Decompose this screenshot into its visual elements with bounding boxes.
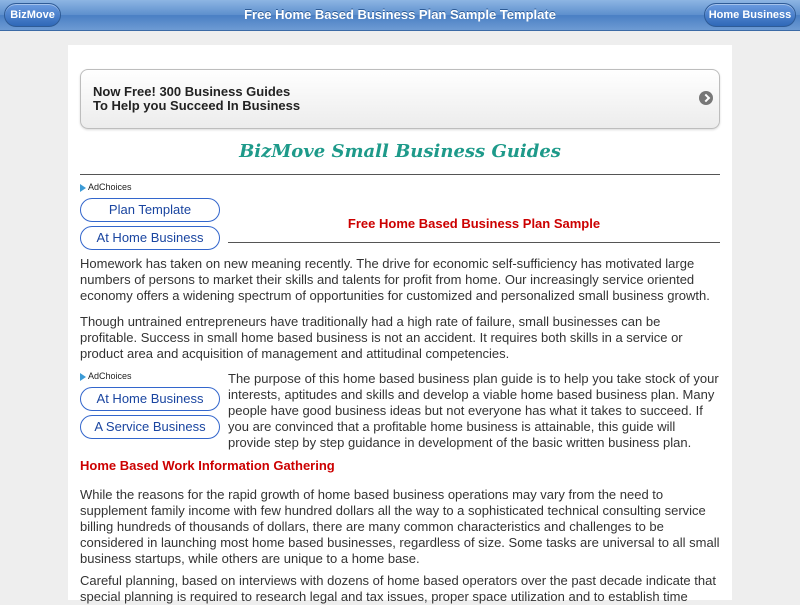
chevron-right-circle-icon[interactable]	[699, 91, 713, 105]
paragraph-purpose: The purpose of this home based business plan guide is to help you take stock of your interests, aptitudes and skills and develop a viable home based business plan. Many people have good business ideas but not everyone has what it takes to succeed. If you are convinced that a profitable home business is attainable, this guide will provide step by step guidance in development of the basic written business plan.	[228, 371, 719, 450]
adchoices-text: AdChoices	[88, 371, 132, 381]
ad-link-a-service-business[interactable]: A Service Business	[80, 415, 220, 439]
adchoices-text: AdChoices	[88, 182, 132, 192]
promo-line-1: Now Free! 300 Business Guides	[93, 84, 291, 99]
bizmove-home-button[interactable]: BizMove	[4, 3, 61, 27]
content-area	[68, 45, 732, 604]
adchoices-icon	[80, 373, 86, 381]
page-heading: Free Home Based Business Plan Sample	[347, 216, 601, 231]
ad-link-plan-template[interactable]: Plan Template	[80, 198, 220, 222]
adchoices-label[interactable]	[80, 371, 132, 381]
paragraph-intro: Homework has taken on new meaning recently. The drive for economic self-sufficiency has motivated large numbers of persons to market their skills and talents for profit from home. Our increasingly service oriented economy offers a widening spectrum of opportunities for customized and personalized small business growth.	[80, 256, 710, 303]
promo-line-2: To Help you Succeed In Business	[93, 98, 301, 113]
divider	[228, 242, 720, 243]
adchoices-icon	[80, 184, 86, 192]
top-bar	[0, 0, 800, 31]
promo-banner[interactable]	[80, 69, 720, 129]
divider	[80, 174, 720, 175]
paragraph-planning: Careful planning, based on interviews with dozens of home based operators over the past decade indicate that special planning is required to research legal and tax issues, proper space utilization and to establish time	[80, 573, 716, 604]
paragraph-reasons: While the reasons for the rapid growth of home based business operations may vary from the need to supplement family income with few hundred dollars all the way to a sophisticated technical consulting service billing hundreds of thousands of dollars, there are many common characteristics and challenges to be considered in launching most home based businesses, regardless of size. Some tasks are universal to all small business startups, while others are unique to a home base.	[80, 487, 720, 566]
ad-link-at-home-business-2[interactable]: At Home Business	[80, 387, 220, 411]
adchoices-label[interactable]	[80, 182, 132, 192]
ad-link-at-home-business[interactable]: At Home Business	[80, 226, 220, 250]
home-business-button[interactable]: Home Business	[704, 3, 796, 27]
section-heading: Home Based Work Information Gathering	[80, 458, 335, 473]
brand-title: BizMove Small Business Guides	[239, 141, 561, 162]
page-header-title: Free Home Based Business Plan Sample Template	[244, 7, 556, 22]
paragraph-entrepreneurs: Though untrained entrepreneurs have traditionally had a high rate of failure, small businesses can be profitable. Success in small home based business is not an accident. It requires both skills in a service or product area and acquisition of management and attitudinal competencies.	[80, 314, 683, 361]
